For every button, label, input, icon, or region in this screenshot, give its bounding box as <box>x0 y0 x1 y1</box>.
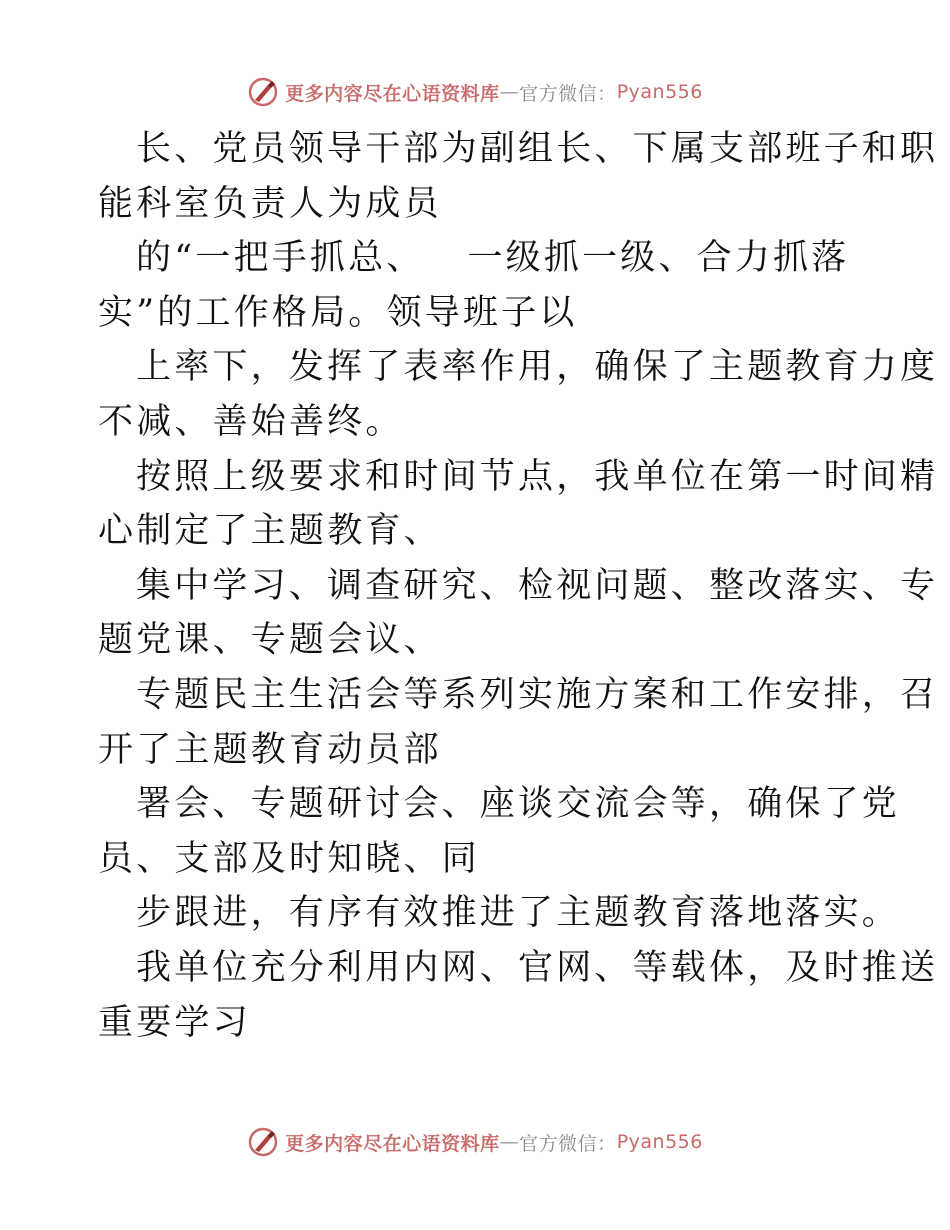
document-body <box>98 122 939 1050</box>
watermark-id: Pyan556 <box>616 81 703 103</box>
paragraph-first-line: 长、党员领导干部为副组长、下属支部班子和职 <box>136 129 939 169</box>
watermark-text <box>285 1129 703 1156</box>
paragraph-rest: 题党课、专题会议、 <box>98 620 442 661</box>
paragraph-rest: 能科室负责人为成员 <box>98 183 442 224</box>
paragraph-rest: 重要学习 <box>98 1002 251 1043</box>
paragraph <box>98 450 939 559</box>
paragraph-first-line: 我单位充分利用内网、官网、等载体，及时推送 <box>136 947 939 988</box>
watermark-main: 更多内容尽在心语资料库 <box>285 1132 500 1155</box>
paragraph-rest: 不减、善始善终。 <box>98 401 404 442</box>
paragraph-first-line: 步跟进，有序有效推进了主题教育落地落实。 <box>136 893 901 934</box>
watermark-id: Pyan556 <box>616 1131 703 1153</box>
paragraph <box>98 886 901 941</box>
footer-watermark <box>0 1122 950 1162</box>
paragraph-first-line: 署会、专题研讨会、座谈交流会等，确保了党 <box>136 784 901 825</box>
paragraph-rest: 心制定了主题教育、 <box>98 511 442 552</box>
watermark-dash: — <box>499 1131 520 1153</box>
paragraph-rest: 开了主题教育动员部 <box>98 729 442 770</box>
watermark-main: 更多内容尽在心语资料库 <box>285 82 500 105</box>
watermark-text <box>285 79 703 106</box>
paragraph-rest: 实”的工作格局。领导班子以 <box>98 292 578 333</box>
paragraph <box>98 559 939 668</box>
pen-logo-icon <box>247 76 279 108</box>
paragraph-rest: 员、支部及时知晓、同 <box>98 838 481 879</box>
paragraph-first-line: 按照上级要求和时间节点，我单位在第一时间精 <box>136 456 939 497</box>
watermark-dash: — <box>499 81 520 103</box>
paragraph <box>98 668 939 777</box>
paragraph-first-line: 集中学习、调查研究、检视问题、整改落实、专 <box>136 565 939 606</box>
header-watermark <box>0 72 950 112</box>
paragraph <box>98 122 939 231</box>
paragraph <box>98 777 901 886</box>
paragraph-first-line: 专题民主生活会等系列实施方案和工作安排，召 <box>136 674 939 715</box>
paragraph-first-line: 的“一把手抓总、 一级抓一级、合力抓落 <box>136 238 850 279</box>
paragraph <box>98 231 858 340</box>
paragraph <box>98 941 939 1050</box>
paragraph-first-line: 上率下，发挥了表率作用，确保了主题教育力度 <box>136 347 939 388</box>
paragraph <box>98 340 939 449</box>
watermark-sub: 官方微信： <box>519 1132 617 1155</box>
watermark-sub: 官方微信： <box>519 82 617 105</box>
pen-logo-icon <box>247 1126 279 1158</box>
